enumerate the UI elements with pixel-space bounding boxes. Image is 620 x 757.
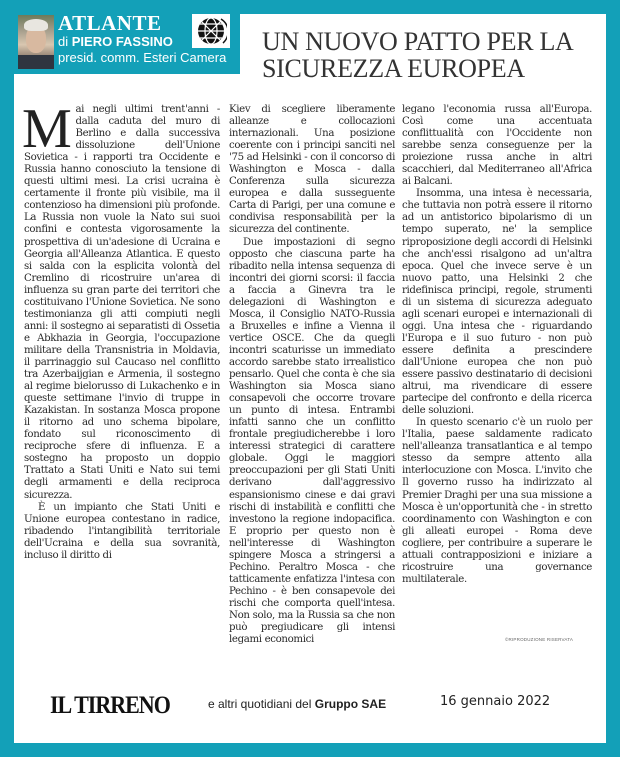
rubric-title: ATLANTE — [58, 11, 162, 35]
paragraph: Due impostazioni di segno opposto che ciascuna parte ha ribadito nella intensa sequenza di incontri dei giorni scorsi: il faccia a faccia a Ginevra tra le delegazioni di Washington e Mosca, il Consiglio NATO-Russia a Bruxelles e infine a Vienna il vertice OSCE. Che da quegli incontri scaturisse un immediato accordo sarebbe stato irrealistico pensarlo. Quel che conta è che sia Washington sia Mosca siano consapevoli che occorre trovare un punto di intesa. Entrambi infatti sanno che un conflitto frontale pregiudicherebbe i loro interessi strategici di carattere globale. Oggi le maggiori preoccupazioni per gli Stati Uniti derivano dall'aggressivo espansionismo cinese e dai gravi rischi di instabilità e conflitti che investono la regione indopacifica. E proprio per questo non è nell'interesse di Washington spingere Mosca a stringersi a Pechino. Peraltro Mosca - che tatticamente enfatizza l'intesa con Pechino - è ben consapevole dei rischi che comporta quell'intesa. Non solo, ma la Russia sa che non può pregiudicare gli intensi legami economici — [229, 236, 395, 646]
newspaper-logo: IL TIRRENO — [50, 690, 170, 719]
author-role: presid. comm. Esteri Camera — [58, 50, 227, 65]
group-name: Gruppo SAE — [314, 697, 387, 711]
rubric-header — [14, 12, 240, 74]
column-2 — [229, 104, 395, 646]
paragraph — [22, 98, 220, 502]
author-photo — [18, 15, 54, 69]
byline-prefix: di — [58, 34, 69, 49]
paragraph: Insomma, una intesa è necessaria, che tuttavia non potrà essere il ritorno ad un antistorico bipolarismo di un tempo superato, ne' la semplice riproposizione degli accordi di Helsinki che anch'essi risalgono ad un'altra epoca. Quel che invece serve è un nuovo patto, una Helsinki 2 che ridefinisca principi, regole, strumenti di un sistema di sicurezza adeguato agli scenari europei e internazionali di oggi. Una intesa che - riguardando l'Europa e il suo futuro - non può essere definita a prescindere dall'Unione europea che non può essere passivo destinatario di decisioni altrui, ma rivendicare di essere partecipe del confronto e della ricerca delle soluzioni. — [402, 188, 592, 417]
drop-cap: M — [22, 98, 72, 160]
paragraph: È un impianto che Stati Uniti e Unione europea contestano in radice, ribadendo l'intangibilità territoriale dell'Ucraina e della sua sovranità, incluso il diritto di — [24, 501, 220, 561]
author-name: PIERO FASSINO — [71, 34, 173, 49]
author-byline — [58, 34, 173, 50]
title-line-1: UN NUOVO PATTO PER LA — [262, 27, 574, 56]
paragraph: Kiev di scegliere liberamente alleanze e collocazioni internazionali. Una posizione coerente con i principi sanciti nel '75 ad Helsinki - con il concorso di Washington e Mosca - dalla Conferenza sulla sicurezza europea e dalla susseguente Carta di Parigi, per una comune e condivisa responsabilità per la sicurezza del continente. — [229, 104, 395, 236]
copyright-notice: ©RIPRODUZIONE RISERVATA — [505, 637, 574, 642]
column-1 — [22, 98, 220, 562]
article-title — [262, 28, 602, 82]
paragraph-text: ai negli ultimi trent'anni - dalla caduta del muro di Berlino e dalla successiva dissoluzione dell'Unione Sovietica - i rapporti tra Occidente e Russia hanno conosciuto la tensione di questi ultimi mesi. La crisi ucraina è certamente il fronte più visibile, ma il contenzioso ha dimensioni più profonde. La Russia non vuole la Nato sui suoi confini e contesta vigorosamente la prospettiva di un'adesione di Ucraina e Georgia all'Alleanza Atlantica. E questo si salda con la esplicita volontà del Cremlino di ricostruire un'area di influenza su gran parte dei territori che costituivano l'Unione Sovietica. Ne sono testimonianza gli atti compiuti negli anni: il sostegno ai separatisti di Ossetia e Abkhazia in Georgia, l'occupazione militare della Transnistria in Moldavia, il parrinaggio sul Caucaso nel conflitto tra Azerbaijgian e Armenia, il sostegno al regime bielorusso di Lukachenko e in queste settimane l'invio di truppe in Kazakistan. In sostanza Mosca propone il ritorno ad uno schema bipolare, fondato sul riconoscimento di reciproche sfere di influenza. E a sostegno ha proposto un doppio Trattato a Stati Uniti e Nato sui temi degli armamenti e della reciproca sicurezza. — [24, 104, 220, 501]
title-line-2: SICUREZZA EUROPEA — [262, 54, 525, 83]
publication-date: 16 gennaio 2022 — [440, 694, 551, 709]
group-note — [208, 697, 386, 711]
column-3 — [402, 104, 592, 586]
globe-icon — [192, 14, 230, 48]
paragraph: In questo scenario c'è un ruolo per l'Italia, paese saldamente radicato nell'alleanza transatlantica e al tempo stesso da sempre attento alla interlocuzione con Mosca. L'invito che Il governo russo ha indirizzato al Premier Draghi per una sua missione a Mosca è un'opportunità che - in stretto coordinamento con Washington e con gli alleati europei - Roma deve cogliere, per contribuire a superare le attuali contrapposizioni e iniziare a ricostruire una governance multilaterale. — [402, 417, 592, 585]
paragraph: legano l'economia russa all'Europa. Così come una accentuata conflittualità con l'Occidente non sarebbe senza conseguenze per la proiezione russa anche in altri scacchieri, dal Mediterraneo all'Africa ai Balcani. — [402, 104, 592, 188]
group-prefix: e altri quotidiani del — [208, 697, 312, 711]
